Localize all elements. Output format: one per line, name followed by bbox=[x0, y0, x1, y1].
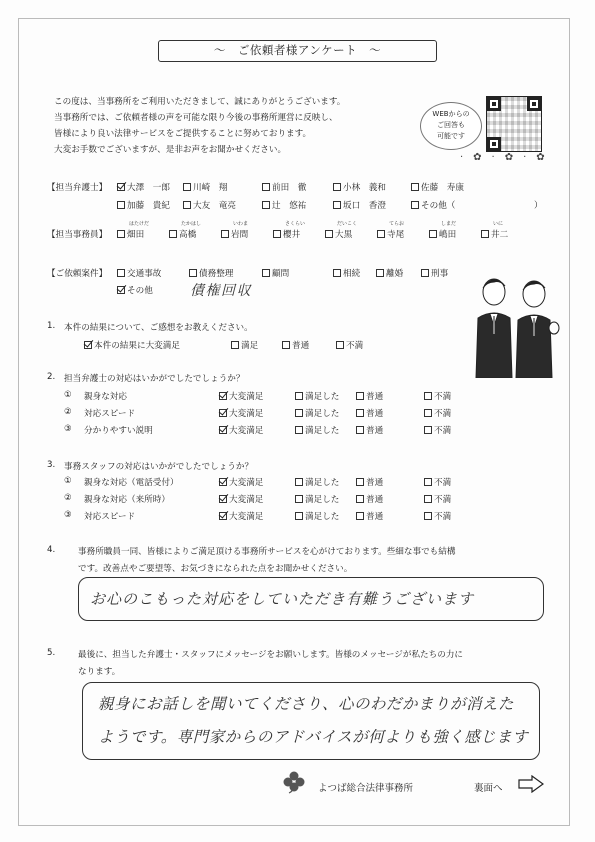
lawyer-option-1-1-label: 大友 竜亮 bbox=[193, 201, 236, 211]
q3-item-2-rating-3[interactable] bbox=[424, 510, 451, 522]
case-option-3[interactable] bbox=[333, 267, 360, 279]
q2-item-0-rating-0-label: 大変満足 bbox=[229, 392, 264, 402]
staff-option-3[interactable] bbox=[273, 228, 300, 240]
case-option-1[interactable] bbox=[189, 267, 233, 279]
case-option-0-label: 交通事故 bbox=[127, 269, 162, 279]
arrow-right-icon[interactable] bbox=[518, 775, 544, 793]
lawyer-option-0-0-label: 大澤 一郎 bbox=[127, 183, 170, 193]
lawyer-option-1-3-checkbox[interactable] bbox=[333, 201, 341, 209]
q1-option-0-label: 本件の結果に大変満足 bbox=[94, 341, 180, 351]
q2-item-2-label: 分かりやすい説明 bbox=[84, 426, 153, 436]
q2-number: 2. bbox=[47, 372, 56, 382]
staff-option-0[interactable] bbox=[117, 228, 144, 240]
q2-text: 担当弁護士の対応はいかがでしたでしょうか？ bbox=[64, 374, 245, 384]
q2-item-0-rating-3-checkbox[interactable] bbox=[424, 392, 432, 400]
q2-item-0-rating-0-checkbox[interactable] bbox=[219, 392, 227, 400]
q2-item-0-rating-1-checkbox[interactable] bbox=[295, 392, 303, 400]
lawyer-option-1-0-checkbox[interactable] bbox=[117, 201, 125, 209]
case-option-5-checkbox[interactable] bbox=[421, 269, 429, 277]
q3-item-1-rating-3-checkbox[interactable] bbox=[424, 495, 432, 503]
q2-item-1-rating-1-label: 満足した bbox=[305, 409, 340, 419]
staff-furigana-0: はたけだ bbox=[129, 221, 150, 227]
q2-item-0-number: ① bbox=[64, 390, 72, 400]
lawyer-option-0-2-label: 前田 徹 bbox=[272, 183, 307, 193]
case-other-checkbox[interactable] bbox=[117, 286, 125, 294]
q2-item-2-rating-1[interactable] bbox=[295, 424, 339, 436]
staff-option-2-label: 岩間 bbox=[231, 230, 249, 240]
q3-item-1-rating-2-checkbox[interactable] bbox=[356, 495, 364, 503]
q3-item-2-rating-2-checkbox[interactable] bbox=[356, 512, 364, 520]
lawyer-option-1-3-label: 坂口 香澄 bbox=[343, 201, 386, 211]
staff-option-4-label: 大黒 bbox=[335, 230, 353, 240]
q2-item-1-rating-3-label: 不満 bbox=[434, 409, 452, 419]
survey-title: 〜 ご依頼者様アンケート 〜 bbox=[158, 40, 437, 62]
q4-answer: お心のこもった対応をしていただき有難うございます bbox=[90, 590, 475, 608]
lawyer-option-0-4-label: 佐藤 寿康 bbox=[421, 183, 464, 193]
lawyer-option-0-1[interactable] bbox=[183, 181, 227, 193]
q1-option-2[interactable] bbox=[282, 339, 309, 351]
staff-option-6-checkbox[interactable] bbox=[429, 230, 437, 238]
staff-furigana-6: しまだ bbox=[441, 221, 457, 227]
q2-item-2-rating-0[interactable] bbox=[219, 424, 263, 436]
q3-item-1-rating-0[interactable] bbox=[219, 493, 263, 505]
q2-item-1-rating-3-checkbox[interactable] bbox=[424, 409, 432, 417]
lawyer-option-0-3-label: 小林 義和 bbox=[343, 183, 386, 193]
lawyer-option-0-1-checkbox[interactable] bbox=[183, 183, 191, 191]
case-other-handwritten: 債権回収 bbox=[190, 283, 252, 299]
staff-option-5-label: 寺尾 bbox=[387, 230, 405, 240]
lawyer-option-0-3-checkbox[interactable] bbox=[333, 183, 341, 191]
staff-option-5[interactable] bbox=[377, 228, 404, 240]
q2-item-0-rating-2-checkbox[interactable] bbox=[356, 392, 364, 400]
lawyer-option-1-3[interactable] bbox=[333, 199, 386, 211]
q1-option-3-checkbox[interactable] bbox=[336, 341, 344, 349]
decorative-dots: ·✿·✿·✿ bbox=[460, 152, 555, 163]
q3-item-0-label: 親身な対応（電話受付） bbox=[84, 478, 179, 488]
q3-item-2-rating-0[interactable] bbox=[219, 510, 263, 522]
case-option-4-label: 離婚 bbox=[386, 269, 404, 279]
q2-item-1-rating-2[interactable] bbox=[356, 407, 383, 419]
q3-item-0-number: ① bbox=[64, 476, 72, 486]
next-page-label[interactable]: 裏面へ bbox=[474, 783, 503, 794]
staff-furigana-7: いに bbox=[493, 221, 504, 227]
q2-item-0-rating-1[interactable] bbox=[295, 390, 339, 402]
q3-item-2-rating-0-checkbox[interactable] bbox=[219, 512, 227, 520]
web-bubble-line-1: WEBからの bbox=[432, 110, 470, 118]
web-answer-bubble bbox=[420, 102, 482, 150]
staff-furigana-5: てらお bbox=[389, 221, 405, 227]
case-option-2-label: 顧問 bbox=[272, 269, 290, 279]
staff-furigana-2: いわま bbox=[233, 221, 249, 227]
q2-item-0-rating-3-label: 不満 bbox=[434, 392, 452, 402]
q2-item-1-number: ② bbox=[64, 407, 72, 417]
q2-item-1-rating-0[interactable] bbox=[219, 407, 263, 419]
lawyer-option-0-1-label: 川崎 翔 bbox=[193, 183, 228, 193]
firm-name: よつば総合法律事務所 bbox=[318, 783, 414, 794]
q2-item-1-rating-0-checkbox[interactable] bbox=[219, 409, 227, 417]
q3-item-1-rating-0-label: 大変満足 bbox=[229, 495, 264, 505]
staff-option-1[interactable] bbox=[169, 228, 196, 240]
staff-option-0-label: 畑田 bbox=[127, 230, 145, 240]
q2-item-0-rating-2[interactable] bbox=[356, 390, 383, 402]
q2-item-2-rating-3[interactable] bbox=[424, 424, 451, 436]
clover-logo-icon bbox=[282, 770, 306, 794]
q3-item-0-rating-0-checkbox[interactable] bbox=[219, 478, 227, 486]
lawyer-option-0-4-checkbox[interactable] bbox=[411, 183, 419, 191]
q3-item-2-rating-3-checkbox[interactable] bbox=[424, 512, 432, 520]
staff-option-2-checkbox[interactable] bbox=[221, 230, 229, 238]
q3-item-2-number: ③ bbox=[64, 510, 72, 520]
lawyer-option-1-1-checkbox[interactable] bbox=[183, 201, 191, 209]
q3-item-2-label: 対応スピード bbox=[84, 512, 136, 522]
q3-item-0-rating-1-label: 満足した bbox=[305, 478, 340, 488]
lawyer-option-0-2[interactable] bbox=[262, 181, 306, 193]
q3-item-1-number: ② bbox=[64, 493, 72, 503]
case-other-label: その他 bbox=[127, 286, 153, 296]
q4-number: 4. bbox=[47, 545, 56, 555]
q3-item-0-rating-3-checkbox[interactable] bbox=[424, 478, 432, 486]
staff-option-1-label: 高橋 bbox=[179, 230, 197, 240]
case-option-5[interactable] bbox=[421, 267, 448, 279]
q5-answer-line-1: 親身にお話しを聞いてくださり、心のわだかまりが消えた bbox=[98, 695, 515, 713]
q2-item-1-rating-1-checkbox[interactable] bbox=[295, 409, 303, 417]
staff-option-0-checkbox[interactable] bbox=[117, 230, 125, 238]
intro-line-3: 皆様により良い法律サービスをご提供することに努めております。 bbox=[54, 129, 312, 139]
q2-item-0-label: 親身な対応 bbox=[84, 392, 127, 402]
staff-option-6-label: 嶋田 bbox=[439, 230, 457, 240]
staff-option-7[interactable] bbox=[481, 228, 508, 240]
lawyer-option-1-4[interactable] bbox=[411, 199, 455, 211]
q3-item-0-rating-0-label: 大変満足 bbox=[229, 478, 264, 488]
q3-text: 事務スタッフの対応はいかがでしたでしょうか？ bbox=[64, 462, 254, 472]
qr-code[interactable] bbox=[486, 96, 542, 152]
lawyer-option-1-4-label: その他（ bbox=[421, 201, 456, 211]
intro-line-1: この度は、当事務所をご利用いただきまして、誠にありがとうございます。 bbox=[54, 97, 346, 107]
lawyer-option-1-2-checkbox[interactable] bbox=[262, 201, 270, 209]
q3-item-1-rating-0-checkbox[interactable] bbox=[219, 495, 227, 503]
q2-item-2-rating-1-checkbox[interactable] bbox=[295, 426, 303, 434]
qr-finder-bl bbox=[487, 137, 501, 151]
staff-option-4-checkbox[interactable] bbox=[325, 230, 333, 238]
lawyer-section-label: 【担当弁護士】 bbox=[47, 183, 108, 193]
q3-item-0-rating-2-label: 普通 bbox=[366, 478, 384, 488]
q2-item-2-rating-2[interactable] bbox=[356, 424, 383, 436]
case-option-2-checkbox[interactable] bbox=[262, 269, 270, 277]
q2-item-1-rating-2-label: 普通 bbox=[366, 409, 384, 419]
staff-furigana-4: だいこく bbox=[337, 221, 358, 227]
q3-item-2-rating-3-label: 不満 bbox=[434, 512, 452, 522]
q2-item-2-rating-2-label: 普通 bbox=[366, 426, 384, 436]
q3-item-1-rating-1-checkbox[interactable] bbox=[295, 495, 303, 503]
lawyer-option-0-0-checkbox[interactable] bbox=[117, 183, 125, 191]
case-option-other[interactable] bbox=[117, 284, 153, 296]
q1-option-0[interactable] bbox=[84, 339, 180, 351]
lawyer-option-0-4[interactable] bbox=[411, 181, 464, 193]
staff-furigana-3: さくらい bbox=[285, 221, 306, 227]
q2-item-2-number: ③ bbox=[64, 424, 72, 434]
q1-option-3-label: 不満 bbox=[346, 341, 364, 351]
q3-item-1-rating-1-label: 満足した bbox=[305, 495, 340, 505]
q1-text: 本件の結果について、ご感想をお教えください。 bbox=[64, 323, 253, 333]
staff-option-4[interactable] bbox=[325, 228, 352, 240]
q2-item-2-rating-1-label: 満足した bbox=[305, 426, 340, 436]
case-option-5-label: 刑事 bbox=[431, 269, 449, 279]
q2-item-0-rating-3[interactable] bbox=[424, 390, 451, 402]
qr-finder-tl bbox=[487, 97, 501, 111]
q1-option-1-label: 満足 bbox=[241, 341, 259, 351]
q2-item-2-rating-3-label: 不満 bbox=[434, 426, 452, 436]
q3-item-1-rating-1[interactable] bbox=[295, 493, 339, 505]
q3-item-1-label: 親身な対応（来所時） bbox=[84, 495, 170, 505]
lawyer-option-0-2-checkbox[interactable] bbox=[262, 183, 270, 191]
q1-option-2-checkbox[interactable] bbox=[282, 341, 290, 349]
q1-number: 1. bbox=[47, 321, 56, 331]
lawyer-option-1-0-label: 加藤 貴紀 bbox=[127, 201, 170, 211]
case-section-label: 【ご依頼案件】 bbox=[47, 269, 108, 279]
staff-option-1-checkbox[interactable] bbox=[169, 230, 177, 238]
q3-item-0-rating-2-checkbox[interactable] bbox=[356, 478, 364, 486]
lawyer-option-1-1[interactable] bbox=[183, 199, 236, 211]
q3-item-1-rating-3-label: 不満 bbox=[434, 495, 452, 505]
q2-item-2-rating-2-checkbox[interactable] bbox=[356, 426, 364, 434]
q1-option-3[interactable] bbox=[336, 339, 363, 351]
lawyer-option-1-2[interactable] bbox=[262, 199, 306, 211]
q3-item-2-rating-1-checkbox[interactable] bbox=[295, 512, 303, 520]
q2-item-1-label: 対応スピード bbox=[84, 409, 136, 419]
staff-section-label: 【担当事務員】 bbox=[47, 230, 108, 240]
q3-item-0-rating-0[interactable] bbox=[219, 476, 263, 488]
q3-item-0-rating-3-label: 不満 bbox=[434, 478, 452, 488]
staff-option-3-checkbox[interactable] bbox=[273, 230, 281, 238]
staff-furigana-1: たかはし bbox=[181, 221, 202, 227]
q1-option-0-checkbox[interactable] bbox=[84, 341, 92, 349]
q5-line-2: なります。 bbox=[78, 667, 121, 677]
q3-item-1-rating-2[interactable] bbox=[356, 493, 383, 505]
q4-line-2: です。改善点やご要望等、お気づきになられた点をお聞かせください。 bbox=[78, 564, 353, 574]
q1-option-1-checkbox[interactable] bbox=[231, 341, 239, 349]
q3-item-0-rating-3[interactable] bbox=[424, 476, 451, 488]
case-option-1-label: 債務整理 bbox=[199, 269, 234, 279]
q2-item-2-rating-0-label: 大変満足 bbox=[229, 426, 264, 436]
staff-option-3-label: 櫻井 bbox=[283, 230, 301, 240]
staff-option-5-checkbox[interactable] bbox=[377, 230, 385, 238]
staff-option-7-label: 井二 bbox=[491, 230, 509, 240]
q3-number: 3. bbox=[47, 460, 56, 470]
qr-finder-tr bbox=[527, 97, 541, 111]
case-option-0[interactable] bbox=[117, 267, 161, 279]
q3-item-2-rating-2-label: 普通 bbox=[366, 512, 384, 522]
q2-item-0-rating-2-label: 普通 bbox=[366, 392, 384, 402]
q3-item-1-rating-3[interactable] bbox=[424, 493, 451, 505]
lawyer-option-0-0[interactable] bbox=[117, 181, 170, 193]
q4-line-1: 事務所職員一同、皆様によりご満足頂ける事務所サービスを心がけております。些細な事でも結構 bbox=[78, 547, 456, 557]
q2-item-2-rating-3-checkbox[interactable] bbox=[424, 426, 432, 434]
lawyers-illustration bbox=[470, 270, 562, 378]
staff-option-7-checkbox[interactable] bbox=[481, 230, 489, 238]
case-option-4-checkbox[interactable] bbox=[376, 269, 384, 277]
q5-answer-line-2: ようです。専門家からのアドバイスが何よりも強く感じます bbox=[98, 728, 529, 746]
q3-item-2-rating-2[interactable] bbox=[356, 510, 383, 522]
case-option-4[interactable] bbox=[376, 267, 403, 279]
lawyer-option-1-4-checkbox[interactable] bbox=[411, 201, 419, 209]
q3-item-2-rating-1[interactable] bbox=[295, 510, 339, 522]
q1-option-1[interactable] bbox=[231, 339, 258, 351]
q3-item-2-rating-1-label: 満足した bbox=[305, 512, 340, 522]
q5-number: 5. bbox=[47, 648, 56, 658]
web-bubble-line-3: 可能です bbox=[437, 132, 465, 140]
staff-option-6[interactable] bbox=[429, 228, 456, 240]
q2-item-1-rating-2-checkbox[interactable] bbox=[356, 409, 364, 417]
q2-item-2-rating-0-checkbox[interactable] bbox=[219, 426, 227, 434]
case-option-1-checkbox[interactable] bbox=[189, 269, 197, 277]
q3-item-0-rating-1[interactable] bbox=[295, 476, 339, 488]
q2-item-1-rating-0-label: 大変満足 bbox=[229, 409, 264, 419]
case-option-2[interactable] bbox=[262, 267, 289, 279]
lawyer-other-close-paren: ） bbox=[534, 201, 543, 211]
q2-item-0-rating-1-label: 満足した bbox=[305, 392, 340, 402]
intro-line-2: 当事務所では、ご依頼者様の声を可能な限り今後の事務所運営に反映し、 bbox=[54, 113, 338, 123]
q2-item-1-rating-3[interactable] bbox=[424, 407, 451, 419]
q3-item-0-rating-2[interactable] bbox=[356, 476, 383, 488]
q2-item-0-rating-0[interactable] bbox=[219, 390, 263, 402]
web-bubble-line-2: ご回答も bbox=[437, 121, 465, 129]
lawyer-option-1-2-label: 辻 悠祐 bbox=[272, 201, 307, 211]
case-option-3-label: 相続 bbox=[343, 269, 361, 279]
q3-item-1-rating-2-label: 普通 bbox=[366, 495, 384, 505]
lawyer-option-1-0[interactable] bbox=[117, 199, 170, 211]
q1-option-2-label: 普通 bbox=[292, 341, 310, 351]
intro-line-4: 大変お手数でございますが、是非お声をお聞かせください。 bbox=[54, 145, 287, 155]
q3-item-2-rating-0-label: 大変満足 bbox=[229, 512, 264, 522]
lawyer-option-0-3[interactable] bbox=[333, 181, 386, 193]
q2-item-1-rating-1[interactable] bbox=[295, 407, 339, 419]
case-option-3-checkbox[interactable] bbox=[333, 269, 341, 277]
q5-line-1: 最後に、担当した弁護士・スタッフにメッセージをお願いします。皆様のメッセージが私たちの力に bbox=[78, 650, 464, 660]
staff-option-2[interactable] bbox=[221, 228, 248, 240]
case-option-0-checkbox[interactable] bbox=[117, 269, 125, 277]
q3-item-0-rating-1-checkbox[interactable] bbox=[295, 478, 303, 486]
